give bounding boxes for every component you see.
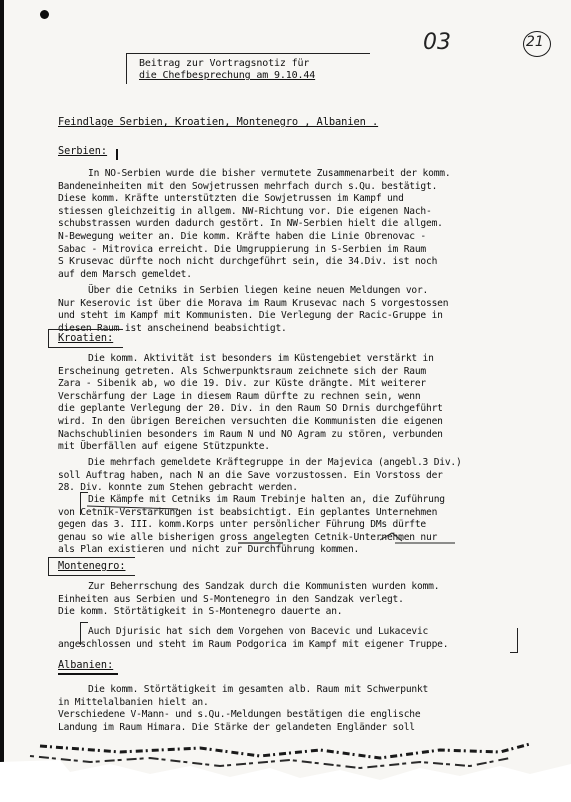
- text-line: Verschärfung der Lage in diesem Raum dürfte zu rechnen sein, wenn: [58, 390, 421, 402]
- text-line: Landung im Raum Himara. Die Stärke der gelandeten Engländer soll: [58, 721, 415, 733]
- page-number: 21: [526, 34, 544, 50]
- text-line: in Mittelalbanien hielt an.: [58, 696, 209, 708]
- text-line: Auch Djurisic hat sich dem Vorgehen von Bacevic und Lukacevic: [88, 626, 429, 637]
- text-line: Die komm. Aktivität ist besonders im Küstengebiet verstärkt in: [88, 353, 434, 364]
- kroatien-paragraph-1: [58, 353, 520, 454]
- text-line: Die komm. Störtätigkeit in S-Montenegro dauerte an.: [58, 606, 343, 618]
- text-line: soll Auftrag haben, nach N an die Save vorzustossen. Ein Vorstoss der: [58, 469, 443, 481]
- text-line: von Cetnik-Verstärkungen ist beabsichtigt. Ein geplantes Unternehmen: [58, 506, 438, 518]
- text-line: N-Bewegung weiter an. Die komm. Kräfte haben die Linie Obrenovac -: [58, 230, 427, 242]
- archive-number: 03: [423, 30, 451, 55]
- text-line: Sabac - Mitrovica erreicht. Die Umgruppierung in S-Serbien im Raum: [58, 243, 427, 255]
- kroatien-paragraph-3: [58, 494, 520, 557]
- page-number-stamp: [523, 31, 551, 57]
- text-line: Über die Cetniks in Serbien liegen keine neuen Meldungen vor.: [88, 285, 429, 296]
- text-line: 28. Div. konnte zum Stehen gebracht werden.: [58, 482, 298, 494]
- text-line: wird. In den übrigen Bereichen versuchten die Kommunisten die eigenen: [58, 415, 443, 427]
- section-heading-serbien: Serbien:: [58, 146, 108, 157]
- text-line: Die mehrfach gemeldete Kräftegruppe in der Majevica (angebl.3 Div.): [88, 457, 462, 468]
- serbien-paragraph-1: [58, 168, 520, 281]
- text-line: Die komm. Störtätigkeit im gesamten alb. Raum mit Schwerpunkt: [88, 684, 429, 695]
- text-line: angeschlossen und steht im Raum Podgorica im Kampf mit eigener Truppe.: [58, 638, 449, 650]
- text-line: S Krusevac dürfte noch nicht durchgeführt sein, die 34.Div. ist noch: [58, 256, 438, 268]
- albanien-heading-mark: [58, 673, 118, 675]
- serbien-heading-mark: [116, 149, 118, 160]
- text-line: Nachschublinien besonders im Raum N und NO Agram zu stören, verbunden: [58, 428, 443, 440]
- text-line: auf dem Marsch gemeldet.: [58, 268, 192, 280]
- text-line: und steht im Kampf mit Kommunisten. Die Verlegung der Racic-Gruppe in: [58, 310, 443, 322]
- text-line: diesen Raum ist anscheinend beabsichtigt.: [58, 322, 287, 334]
- text-line: schubstrassen wurden dadurch gestört. In NW-Serbien hielt die allgem.: [58, 218, 443, 230]
- text-line: die geplante Verlegung der 20. Div. in den Raum SO Drnis durchgeführt: [58, 403, 443, 415]
- text-line: Verschiedene V-Mann- und s.Qu.-Meldungen bestätigen die englische: [58, 709, 421, 721]
- text-line: Zara - Sibenik ab, wo die 19. Div. zur Küste drängte. Mit weiterer: [58, 378, 427, 390]
- text-line: Nur Keserovic ist über die Morava im Raum Krusevac nach S vorgestossen: [58, 297, 449, 309]
- text-line: Zur Beherrschung des Sandzak durch die Kommunisten wurden komm.: [88, 581, 440, 592]
- text-line: mit Überfällen auf eigene Stützpunkte.: [58, 441, 270, 453]
- montenegro-paragraph-1: [58, 581, 520, 619]
- text-line: Bandeneinheiten mit den Sowjetrussen mehrfach durch s.Qu. bestätigt.: [58, 180, 438, 192]
- text-line: Diese komm. Kräfte unterstützten die Sowjetrussen im Kampf und: [58, 193, 404, 205]
- section-heading-kroatien: Kroatien:: [58, 333, 114, 344]
- kroatien-paragraph-2: [58, 457, 520, 495]
- section-heading-montenegro: Montenegro:: [58, 561, 126, 572]
- punch-hole-mark: [40, 10, 49, 19]
- text-line: Einheiten aus Serbien und S-Montenegro in den Sandzak verlegt.: [58, 593, 404, 605]
- header-line-2: die Chefbesprechung am 9.10.44: [139, 70, 316, 81]
- scan-edge-left: [0, 0, 4, 800]
- text-line: genau so wie alle bisherigen gross angelegten Cetnik-Unternehmen nur: [58, 531, 438, 543]
- torn-bottom-edge: [0, 722, 571, 802]
- header-line-1: Beitrag zur Vortragsnotiz für: [139, 58, 310, 69]
- section-heading-albanien: Albanien:: [58, 660, 114, 671]
- text-line: als Plan existieren und nicht zur Durchführung kommen.: [58, 544, 360, 556]
- main-title: Feindlage Serbien, Kroatien, Montenegro , Albanien .: [58, 116, 379, 128]
- text-line: gegen das 3. III. komm.Korps unter persönlicher Führung DMs dürfte: [58, 519, 427, 531]
- text-line: stiessen gleichzeitig in allgem. NW-Richtung vor. Die eigenen Nach-: [58, 205, 432, 217]
- text-line: In NO-Serbien wurde die bisher vermutete Zusammenarbeit der komm.: [88, 168, 451, 179]
- text-line: Erscheinung getreten. Als Schwerpunktsraum zeichnete sich der Raum: [58, 365, 427, 377]
- text-line: Die Kämpfe mit Cetniks im Raum Trebinje halten an, die Zuführung: [88, 494, 445, 505]
- serbien-paragraph-2: [58, 285, 520, 335]
- montenegro-paragraph-2: [58, 626, 520, 651]
